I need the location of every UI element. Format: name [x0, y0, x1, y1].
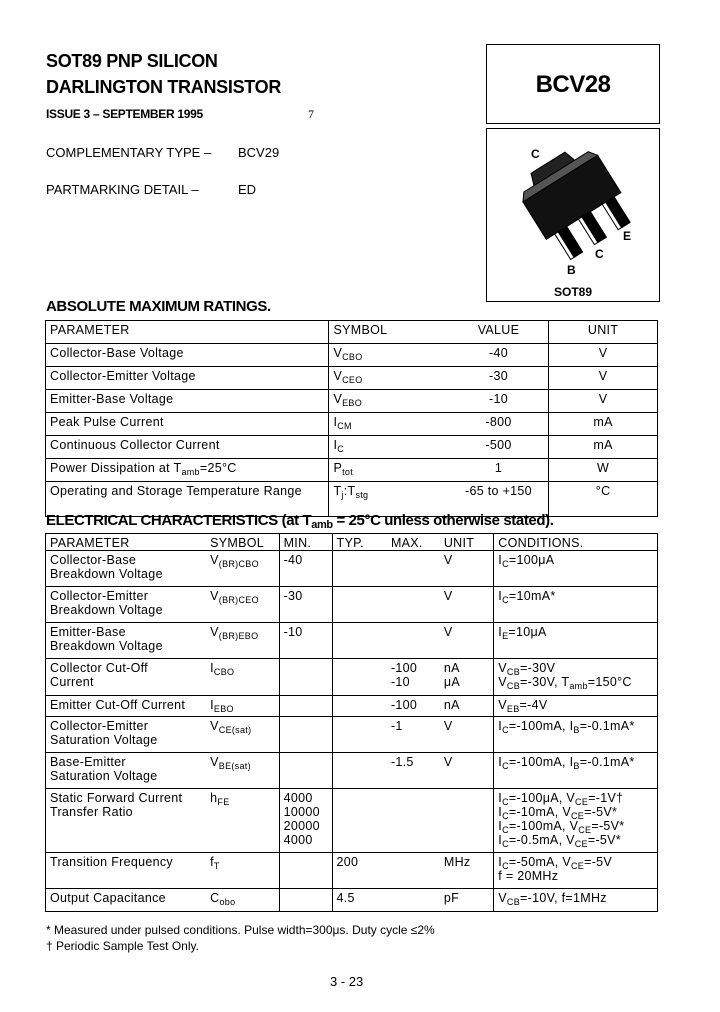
- param-sub: amb: [181, 467, 200, 477]
- partmarking-label: PARTMARKING DETAIL –: [46, 182, 199, 197]
- param-line-2: Breakdown Voltage: [50, 603, 163, 617]
- cond-sub: C: [502, 861, 509, 871]
- symbol-sub-2: stg: [355, 490, 369, 500]
- unit-cell: V: [549, 344, 658, 367]
- cond-text: V: [498, 698, 507, 712]
- cond-sub: CB: [506, 897, 521, 907]
- symbol-main: T: [333, 484, 342, 498]
- max-value-2: -10: [390, 675, 410, 689]
- cond-line-2: f = 20MHz: [498, 869, 559, 883]
- cond-text: V: [498, 675, 507, 689]
- header-unit: UNIT: [440, 534, 494, 551]
- symbol-cell: [329, 436, 449, 459]
- table-row: [46, 889, 658, 912]
- param-line-1: Collector-Base: [50, 553, 137, 567]
- symbol-sub: CE(sat): [218, 725, 252, 735]
- package-name: SOT89: [553, 285, 592, 299]
- cond-text-2: =-100μA, V: [508, 791, 576, 805]
- table-row: [46, 436, 658, 459]
- symbol-main: I: [333, 438, 338, 452]
- cond-sub-2: CE: [570, 811, 585, 821]
- conditions-cell: [494, 717, 658, 753]
- table-row: [46, 753, 658, 789]
- issue-line: ISSUE 3 – SEPTEMBER 1995: [46, 107, 203, 121]
- symbol-sub: tot: [342, 467, 354, 477]
- cond-sub: E: [502, 631, 509, 641]
- pin-b-label: B: [567, 263, 576, 277]
- header-symbol: SYMBOL: [329, 321, 449, 344]
- cond-text-3: =-5V*: [587, 833, 621, 847]
- symbol-sub: EBO: [342, 398, 363, 408]
- symbol-sub: obo: [219, 897, 236, 907]
- cond-sub-2: B: [573, 725, 580, 735]
- cond-sub: C: [502, 761, 509, 771]
- symbol-sub: (BR)CBO: [218, 559, 259, 569]
- table-row: [46, 659, 658, 696]
- param-line-2: Current: [50, 675, 94, 689]
- cond-text-2: =-100mA, V: [508, 819, 579, 833]
- elec-heading-sub: amb: [311, 519, 333, 531]
- param-line-1: Collector-Emitter: [50, 719, 149, 733]
- symbol-cell: [329, 367, 449, 390]
- pin-c-top-label: C: [531, 147, 540, 161]
- cond-sub: C: [502, 725, 509, 735]
- table-row: [46, 367, 658, 390]
- param-line-2: Saturation Voltage: [50, 733, 158, 747]
- symbol-sub: C: [337, 444, 345, 454]
- table-row: [46, 789, 658, 853]
- symbol-sub: BE(sat): [218, 761, 251, 771]
- conditions-cell: [494, 659, 658, 696]
- table-row: [46, 459, 658, 482]
- param-cell: Continuous Collector Current: [46, 436, 329, 459]
- pin-e-label: E: [623, 229, 632, 243]
- max-cell: -1: [387, 717, 440, 753]
- complementary-label: COMPLEMENTARY TYPE –: [46, 145, 212, 160]
- cond-text-3: =-5V*: [584, 805, 618, 819]
- cond-text: I: [498, 553, 503, 567]
- elec-table: [45, 533, 658, 912]
- min-cell: -10: [279, 623, 332, 659]
- min-cell: [279, 853, 332, 889]
- unit-cell: V: [440, 587, 494, 623]
- cond-text-2: =-0.5mA, V: [508, 833, 575, 847]
- param-cell: Peak Pulse Current: [46, 413, 329, 436]
- symbol-main: I: [210, 661, 214, 675]
- typ-cell: 4.5: [332, 889, 387, 912]
- cond-text: V: [498, 891, 507, 905]
- cond-sub-2: CE: [578, 825, 592, 835]
- cond-sub: CB: [506, 667, 521, 677]
- typ-cell: [332, 753, 387, 789]
- symbol-sub: EBO: [213, 704, 234, 714]
- min-cell: [279, 717, 332, 753]
- symbol-cell: [329, 413, 449, 436]
- symbol-cell: [329, 344, 449, 367]
- unit-cell: [440, 789, 494, 853]
- param-line-2: Saturation Voltage: [50, 769, 158, 783]
- min-value: 4000: [283, 791, 313, 805]
- header-max: MAX.: [387, 534, 440, 551]
- param-cell: Transition Frequency: [46, 853, 207, 889]
- symbol-main: V: [210, 553, 219, 567]
- table-row: [46, 853, 658, 889]
- max-cell: -100: [387, 696, 440, 717]
- symbol-main: V: [333, 392, 343, 406]
- unit-cell: V: [440, 753, 494, 789]
- max-cell: [387, 853, 440, 889]
- symbol-cell: [206, 753, 279, 789]
- symbol-sub: CBO: [342, 352, 363, 362]
- param-cell: [46, 717, 207, 753]
- cond-sub: C: [502, 825, 509, 835]
- symbol-main: V: [210, 589, 219, 603]
- cond-text-3: =-0.1mA*: [579, 719, 635, 733]
- value-cell: -800: [449, 413, 549, 436]
- unit-cell: pF: [440, 889, 494, 912]
- abs-max-table: [45, 320, 658, 517]
- param-cell: Emitter-Base Voltage: [46, 390, 329, 413]
- unit-cell: V: [440, 623, 494, 659]
- cond-text-2: =10mA*: [508, 589, 556, 603]
- param-line-2: Breakdown Voltage: [50, 639, 163, 653]
- value-cell: 1: [449, 459, 549, 482]
- symbol-main: C: [210, 891, 220, 905]
- symbol-main: f: [210, 855, 214, 869]
- symbol-sub: FE: [217, 797, 230, 807]
- symbol-cell: [206, 696, 279, 717]
- symbol-cell: [206, 889, 279, 912]
- symbol-sub: CBO: [213, 667, 235, 677]
- conditions-cell: [494, 623, 658, 659]
- header-symbol: SYMBOL: [206, 534, 279, 551]
- symbol-cell: [206, 623, 279, 659]
- cond-sub: EB: [506, 704, 520, 714]
- cond-sub: CB: [506, 681, 521, 691]
- symbol-cell: [329, 459, 449, 482]
- typ-cell: [332, 623, 387, 659]
- param-text-post: =25°C: [199, 461, 237, 475]
- symbol-main: V: [333, 369, 343, 383]
- complementary-value: BCV29: [238, 145, 280, 160]
- cond-text-3: =-0.1mA*: [579, 755, 635, 769]
- param-cell: [46, 753, 207, 789]
- cond-sub-2: CE: [574, 839, 588, 849]
- symbol-sub: (BR)CEO: [218, 595, 259, 605]
- cond-text: I: [498, 819, 503, 833]
- typ-cell: [332, 551, 387, 587]
- cond-text: I: [498, 855, 503, 869]
- typ-cell: [332, 696, 387, 717]
- typ-cell: [332, 587, 387, 623]
- cond-text-3: =-1V†: [588, 791, 624, 805]
- cond-sub: C: [502, 595, 509, 605]
- value-cell: -10: [449, 390, 549, 413]
- param-line-1: Base-Emitter: [50, 755, 126, 769]
- unit-cell: V: [549, 390, 658, 413]
- typ-cell: [332, 659, 387, 696]
- unit-cell: [440, 659, 494, 696]
- table-row: [46, 551, 658, 587]
- symbol-cell: [329, 390, 449, 413]
- footnote-pulsed: * Measured under pulsed conditions. Pulse width=300μs. Duty cycle ≤2%: [46, 923, 435, 937]
- param-line-1: Emitter-Base: [50, 625, 126, 639]
- part-number-box: [486, 44, 660, 124]
- conditions-cell: [494, 753, 658, 789]
- symbol-sub: (BR)EBO: [218, 631, 259, 641]
- title-line-1: SOT89 PNP SILICON: [46, 51, 218, 71]
- unit-cell: mA: [549, 436, 658, 459]
- page-number: 3 - 23: [330, 974, 364, 989]
- cond-text: I: [498, 755, 503, 769]
- part-number: BCV28: [535, 71, 611, 98]
- elec-heading-post: = 25°C unless otherwise stated).: [332, 512, 554, 529]
- max-cell: [387, 587, 440, 623]
- min-cell: [279, 659, 332, 696]
- unit-cell: V: [440, 551, 494, 587]
- abs-max-heading: ABSOLUTE MAXIMUM RATINGS.: [46, 298, 271, 315]
- max-value-1: -100: [390, 661, 418, 675]
- cond-text-3: =-5V*: [591, 819, 625, 833]
- conditions-cell: [494, 889, 658, 912]
- header-parameter: PARAMETER: [46, 534, 207, 551]
- cond-text: I: [498, 719, 503, 733]
- unit-value-1: nA: [443, 661, 460, 675]
- symbol-main: V: [210, 719, 219, 733]
- param-cell: [46, 623, 207, 659]
- cond-text: I: [498, 625, 503, 639]
- header-conditions: CONDITIONS.: [494, 534, 658, 551]
- title-line-2: DARLINGTON TRANSISTOR: [46, 77, 282, 97]
- symbol-cell: [206, 587, 279, 623]
- min-value: 4000: [283, 833, 313, 847]
- param-line-2: Transfer Ratio: [50, 805, 133, 819]
- cond-text: I: [498, 833, 503, 847]
- symbol-main: P: [333, 461, 343, 475]
- param-cell: Collector-Emitter Voltage: [46, 367, 329, 390]
- unit-cell: V: [549, 367, 658, 390]
- elec-heading: [46, 512, 553, 529]
- min-cell: -40: [279, 551, 332, 587]
- table-row: [46, 587, 658, 623]
- cond-text: I: [498, 589, 503, 603]
- cond-sub: C: [502, 839, 509, 849]
- cond-text: I: [498, 791, 503, 805]
- unit-cell: mA: [549, 413, 658, 436]
- cond-text-2: =100μA: [508, 553, 555, 567]
- symbol-main: V: [333, 346, 343, 360]
- header-value: VALUE: [449, 321, 549, 344]
- min-value: 10000: [283, 805, 320, 819]
- value-cell: -40: [449, 344, 549, 367]
- min-cell: [279, 789, 332, 853]
- package-box: [486, 128, 660, 302]
- cond-text-2: =10μA: [508, 625, 547, 639]
- symbol-cell: [206, 789, 279, 853]
- param-text: Power Dissipation at T: [50, 461, 182, 475]
- symbol-main: h: [210, 791, 218, 805]
- param-cell: [46, 587, 207, 623]
- param-cell: Emitter Cut-Off Current: [46, 696, 207, 717]
- cond-sub-2: B: [573, 761, 580, 771]
- unit-cell: MHz: [440, 853, 494, 889]
- elec-heading-text: ELECTRICAL CHARACTERISTICS (at T: [46, 512, 312, 529]
- table-row: [46, 390, 658, 413]
- value-cell: -30: [449, 367, 549, 390]
- header-parameter: PARAMETER: [46, 321, 329, 344]
- symbol-sub: j: [341, 490, 344, 500]
- min-cell: [279, 753, 332, 789]
- symbol-cell: [206, 551, 279, 587]
- symbol-sub: CEO: [342, 375, 363, 385]
- cond-sub: C: [502, 811, 509, 821]
- max-cell: [387, 789, 440, 853]
- max-cell: -1.5: [387, 753, 440, 789]
- param-cell: [46, 659, 207, 696]
- header-min: MIN.: [279, 534, 332, 551]
- cond-text-2: =-30V, T: [520, 675, 570, 689]
- cond-sub: C: [502, 797, 509, 807]
- value-cell: -500: [449, 436, 549, 459]
- cond-text-2: =-10V, f=1MHz: [520, 891, 607, 905]
- cond-text-3: =150°C: [587, 675, 632, 689]
- table-header-row: [46, 321, 658, 344]
- symbol-cell: [206, 853, 279, 889]
- unit-value-2: μA: [443, 675, 460, 689]
- symbol-main: V: [210, 755, 219, 769]
- param-cell: [46, 789, 207, 853]
- param-cell: Operating and Storage Temperature Range: [46, 482, 329, 517]
- conditions-cell: [494, 696, 658, 717]
- unit-cell: V: [440, 717, 494, 753]
- cond-sub-2: CE: [575, 797, 589, 807]
- symbol-main: I: [210, 698, 214, 712]
- symbol-sep: :T: [343, 484, 356, 498]
- min-cell: [279, 889, 332, 912]
- table-row: [46, 413, 658, 436]
- header-unit: UNIT: [549, 321, 658, 344]
- issue-mark: 7: [308, 107, 314, 121]
- cond-text: I: [498, 805, 503, 819]
- param-cell: [46, 459, 329, 482]
- table-row: [46, 344, 658, 367]
- min-cell: -30: [279, 587, 332, 623]
- conditions-cell: [494, 587, 658, 623]
- symbol-cell: [206, 659, 279, 696]
- symbol-sub: CM: [337, 421, 352, 431]
- cond-sub-2: amb: [569, 681, 588, 691]
- table-header-row: [46, 534, 658, 551]
- unit-cell: nA: [440, 696, 494, 717]
- value-cell: -65 to +150: [449, 482, 549, 517]
- symbol-main: V: [210, 625, 219, 639]
- cond-text-2: =-4V: [519, 698, 548, 712]
- cond-text: V: [498, 661, 507, 675]
- unit-cell: W: [549, 459, 658, 482]
- max-cell: [387, 889, 440, 912]
- cond-text-2: =-10mA, V: [508, 805, 571, 819]
- cond-text-2: =-50mA, V: [508, 855, 571, 869]
- footnote-periodic: † Periodic Sample Test Only.: [46, 939, 199, 953]
- symbol-main: I: [333, 415, 338, 429]
- param-cell: [46, 551, 207, 587]
- table-row: [46, 623, 658, 659]
- cond-text-2: =-100mA, I: [508, 719, 574, 733]
- cond-text-3: =-5V: [584, 855, 613, 869]
- min-value: 20000: [283, 819, 320, 833]
- cond-sub: C: [502, 559, 509, 569]
- param-cell: Output Capacitance: [46, 889, 207, 912]
- partmarking-value: ED: [238, 182, 257, 197]
- header-typ: TYP.: [332, 534, 387, 551]
- typ-cell: [332, 789, 387, 853]
- table-row: [46, 717, 658, 753]
- symbol-cell: [206, 717, 279, 753]
- param-cell: Collector-Base Voltage: [46, 344, 329, 367]
- symbol-sub: T: [213, 861, 220, 871]
- conditions-cell: [494, 853, 658, 889]
- pin-c-label: C: [595, 247, 604, 261]
- cond-text-2: =-30V: [520, 661, 556, 675]
- cond-text-2: =-100mA, I: [508, 755, 574, 769]
- unit-cell: °C: [549, 482, 658, 517]
- table-row: [46, 696, 658, 717]
- max-cell: [387, 623, 440, 659]
- max-cell: [387, 551, 440, 587]
- conditions-cell: [494, 789, 658, 853]
- param-line-2: Breakdown Voltage: [50, 567, 163, 581]
- typ-cell: [332, 717, 387, 753]
- param-line-1: Collector Cut-Off: [50, 661, 148, 675]
- max-cell: [387, 659, 440, 696]
- param-line-1: Static Forward Current: [50, 791, 183, 805]
- min-cell: [279, 696, 332, 717]
- cond-sub-2: CE: [570, 861, 585, 871]
- typ-cell: 200: [332, 853, 387, 889]
- param-line-1: Collector-Emitter: [50, 589, 149, 603]
- conditions-cell: [494, 551, 658, 587]
